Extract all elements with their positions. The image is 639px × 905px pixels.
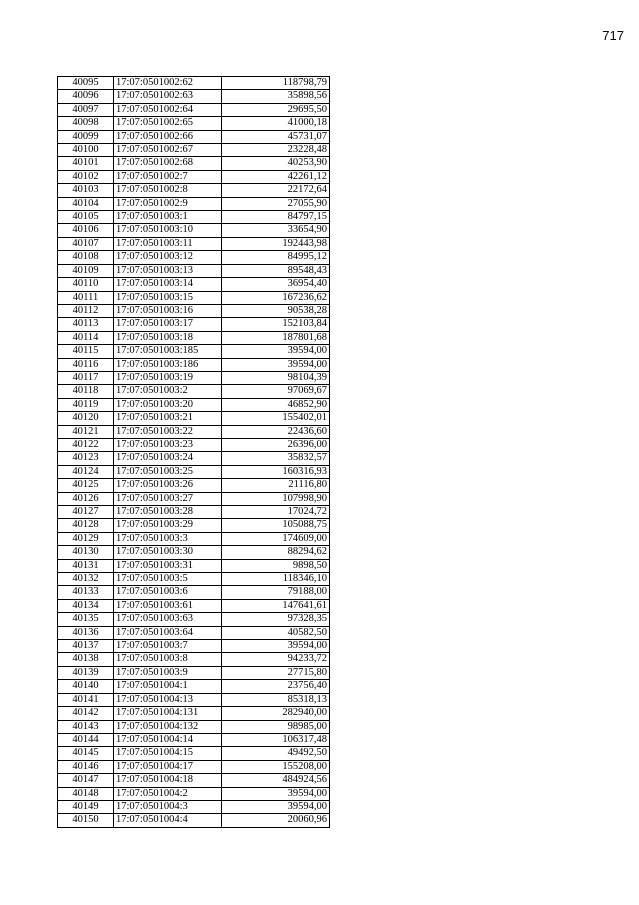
row-index-cell: 40118 xyxy=(58,385,114,398)
row-index-cell: 40101 xyxy=(58,157,114,170)
table-row xyxy=(58,680,330,693)
row-index-cell: 40113 xyxy=(58,318,114,331)
row-index-cell: 40141 xyxy=(58,693,114,706)
table-row xyxy=(58,278,330,291)
row-index-cell: 40107 xyxy=(58,237,114,250)
cadastral-number-cell: 17:07:0501004:2 xyxy=(114,787,222,800)
row-index-cell: 40131 xyxy=(58,559,114,572)
value-cell: 88294,62 xyxy=(222,546,330,559)
value-cell: 22436,60 xyxy=(222,425,330,438)
cadastral-number-cell: 17:07:0501003:27 xyxy=(114,492,222,505)
row-index-cell: 40150 xyxy=(58,814,114,827)
cadastral-number-cell: 17:07:0501004:4 xyxy=(114,814,222,827)
cadastral-number-cell: 17:07:0501003:9 xyxy=(114,666,222,679)
cadastral-number-cell: 17:07:0501003:8 xyxy=(114,653,222,666)
value-cell: 40582,50 xyxy=(222,626,330,639)
table-row xyxy=(58,774,330,787)
cadastral-number-cell: 17:07:0501004:15 xyxy=(114,747,222,760)
row-index-cell: 40125 xyxy=(58,479,114,492)
row-index-cell: 40126 xyxy=(58,492,114,505)
row-index-cell: 40097 xyxy=(58,103,114,116)
cadastral-number-cell: 17:07:0501003:30 xyxy=(114,546,222,559)
table-row xyxy=(58,291,330,304)
value-cell: 20060,96 xyxy=(222,814,330,827)
value-cell: 155208,00 xyxy=(222,760,330,773)
table-row xyxy=(58,707,330,720)
table-row xyxy=(58,573,330,586)
row-index-cell: 40136 xyxy=(58,626,114,639)
table-row xyxy=(58,666,330,679)
table-row xyxy=(58,237,330,250)
cadastral-number-cell: 17:07:0501003:15 xyxy=(114,291,222,304)
cadastral-table xyxy=(57,76,330,828)
cadastral-number-cell: 17:07:0501004:131 xyxy=(114,707,222,720)
row-index-cell: 40095 xyxy=(58,77,114,90)
table-row xyxy=(58,814,330,827)
value-cell: 155402,01 xyxy=(222,412,330,425)
row-index-cell: 40123 xyxy=(58,452,114,465)
table-row xyxy=(58,197,330,210)
cadastral-number-cell: 17:07:0501003:6 xyxy=(114,586,222,599)
table-row xyxy=(58,506,330,519)
row-index-cell: 40108 xyxy=(58,251,114,264)
value-cell: 39594,00 xyxy=(222,640,330,653)
table-row xyxy=(58,653,330,666)
row-index-cell: 40096 xyxy=(58,90,114,103)
value-cell: 484924,56 xyxy=(222,774,330,787)
value-cell: 39594,00 xyxy=(222,345,330,358)
table-row xyxy=(58,331,330,344)
row-index-cell: 40149 xyxy=(58,800,114,813)
row-index-cell: 40111 xyxy=(58,291,114,304)
row-index-cell: 40120 xyxy=(58,412,114,425)
table-row xyxy=(58,130,330,143)
row-index-cell: 40143 xyxy=(58,720,114,733)
value-cell: 36954,40 xyxy=(222,278,330,291)
cadastral-number-cell: 17:07:0501003:25 xyxy=(114,465,222,478)
cadastral-number-cell: 17:07:0501003:3 xyxy=(114,532,222,545)
cadastral-number-cell: 17:07:0501003:12 xyxy=(114,251,222,264)
value-cell: 160316,93 xyxy=(222,465,330,478)
value-cell: 187801,68 xyxy=(222,331,330,344)
row-index-cell: 40109 xyxy=(58,264,114,277)
cadastral-number-cell: 17:07:0501003:28 xyxy=(114,506,222,519)
row-index-cell: 40147 xyxy=(58,774,114,787)
table-row xyxy=(58,800,330,813)
cadastral-number-cell: 17:07:0501004:1 xyxy=(114,680,222,693)
value-cell: 49492,50 xyxy=(222,747,330,760)
table-row xyxy=(58,184,330,197)
cadastral-number-cell: 17:07:0501003:5 xyxy=(114,573,222,586)
cadastral-number-cell: 17:07:0501003:61 xyxy=(114,599,222,612)
table-row xyxy=(58,626,330,639)
value-cell: 94233,72 xyxy=(222,653,330,666)
table-row xyxy=(58,438,330,451)
table-row xyxy=(58,733,330,746)
cadastral-number-cell: 17:07:0501002:65 xyxy=(114,117,222,130)
value-cell: 90538,28 xyxy=(222,304,330,317)
cadastral-number-cell: 17:07:0501003:23 xyxy=(114,438,222,451)
value-cell: 84995,12 xyxy=(222,251,330,264)
row-index-cell: 40129 xyxy=(58,532,114,545)
row-index-cell: 40114 xyxy=(58,331,114,344)
value-cell: 152103,84 xyxy=(222,318,330,331)
table-row xyxy=(58,452,330,465)
cadastral-number-cell: 17:07:0501003:11 xyxy=(114,237,222,250)
table-row xyxy=(58,586,330,599)
value-cell: 42261,12 xyxy=(222,170,330,183)
table-row xyxy=(58,304,330,317)
row-index-cell: 40128 xyxy=(58,519,114,532)
row-index-cell: 40119 xyxy=(58,398,114,411)
table-row xyxy=(58,640,330,653)
row-index-cell: 40139 xyxy=(58,666,114,679)
value-cell: 84797,15 xyxy=(222,211,330,224)
value-cell: 29695,50 xyxy=(222,103,330,116)
value-cell: 89548,43 xyxy=(222,264,330,277)
cadastral-number-cell: 17:07:0501003:16 xyxy=(114,304,222,317)
cadastral-number-cell: 17:07:0501004:14 xyxy=(114,733,222,746)
value-cell: 147641,61 xyxy=(222,599,330,612)
value-cell: 39594,00 xyxy=(222,787,330,800)
value-cell: 105088,75 xyxy=(222,519,330,532)
cadastral-number-cell: 17:07:0501003:22 xyxy=(114,425,222,438)
cadastral-number-cell: 17:07:0501002:62 xyxy=(114,77,222,90)
cadastral-number-cell: 17:07:0501004:13 xyxy=(114,693,222,706)
table-row xyxy=(58,492,330,505)
table-row xyxy=(58,77,330,90)
cadastral-number-cell: 17:07:0501003:26 xyxy=(114,479,222,492)
row-index-cell: 40100 xyxy=(58,144,114,157)
row-index-cell: 40105 xyxy=(58,211,114,224)
value-cell: 21116,80 xyxy=(222,479,330,492)
cadastral-number-cell: 17:07:0501002:7 xyxy=(114,170,222,183)
row-index-cell: 40135 xyxy=(58,613,114,626)
value-cell: 23756,40 xyxy=(222,680,330,693)
row-index-cell: 40102 xyxy=(58,170,114,183)
cadastral-number-cell: 17:07:0501004:132 xyxy=(114,720,222,733)
cadastral-number-cell: 17:07:0501003:63 xyxy=(114,613,222,626)
value-cell: 46852,90 xyxy=(222,398,330,411)
table-row xyxy=(58,546,330,559)
table-row xyxy=(58,465,330,478)
row-index-cell: 40146 xyxy=(58,760,114,773)
table-row xyxy=(58,157,330,170)
table-row xyxy=(58,385,330,398)
table-row xyxy=(58,532,330,545)
row-index-cell: 40104 xyxy=(58,197,114,210)
value-cell: 79188,00 xyxy=(222,586,330,599)
table-row xyxy=(58,412,330,425)
cadastral-number-cell: 17:07:0501003:2 xyxy=(114,385,222,398)
row-index-cell: 40145 xyxy=(58,747,114,760)
table-row xyxy=(58,211,330,224)
table-row xyxy=(58,90,330,103)
table-row xyxy=(58,224,330,237)
table-row xyxy=(58,264,330,277)
row-index-cell: 40130 xyxy=(58,546,114,559)
value-cell: 97069,67 xyxy=(222,385,330,398)
row-index-cell: 40137 xyxy=(58,640,114,653)
value-cell: 26396,00 xyxy=(222,438,330,451)
row-index-cell: 40127 xyxy=(58,506,114,519)
cadastral-number-cell: 17:07:0501003:24 xyxy=(114,452,222,465)
value-cell: 27055,90 xyxy=(222,197,330,210)
row-index-cell: 40132 xyxy=(58,573,114,586)
row-index-cell: 40142 xyxy=(58,707,114,720)
cadastral-number-cell: 17:07:0501003:20 xyxy=(114,398,222,411)
table-row xyxy=(58,599,330,612)
cadastral-number-cell: 17:07:0501002:63 xyxy=(114,90,222,103)
row-index-cell: 40138 xyxy=(58,653,114,666)
value-cell: 22172,64 xyxy=(222,184,330,197)
table-row xyxy=(58,693,330,706)
cadastral-number-cell: 17:07:0501003:31 xyxy=(114,559,222,572)
row-index-cell: 40112 xyxy=(58,304,114,317)
table-row xyxy=(58,371,330,384)
value-cell: 97328,35 xyxy=(222,613,330,626)
table-row xyxy=(58,559,330,572)
value-cell: 27715,80 xyxy=(222,666,330,679)
cadastral-number-cell: 17:07:0501003:10 xyxy=(114,224,222,237)
table-row xyxy=(58,747,330,760)
cadastral-number-cell: 17:07:0501003:17 xyxy=(114,318,222,331)
cadastral-number-cell: 17:07:0501003:7 xyxy=(114,640,222,653)
value-cell: 98985,00 xyxy=(222,720,330,733)
row-index-cell: 40117 xyxy=(58,371,114,384)
cadastral-number-cell: 17:07:0501002:66 xyxy=(114,130,222,143)
cadastral-number-cell: 17:07:0501003:14 xyxy=(114,278,222,291)
value-cell: 192443,98 xyxy=(222,237,330,250)
cadastral-number-cell: 17:07:0501002:64 xyxy=(114,103,222,116)
row-index-cell: 40099 xyxy=(58,130,114,143)
value-cell: 167236,62 xyxy=(222,291,330,304)
row-index-cell: 40134 xyxy=(58,599,114,612)
row-index-cell: 40106 xyxy=(58,224,114,237)
cadastral-number-cell: 17:07:0501003:29 xyxy=(114,519,222,532)
cadastral-number-cell: 17:07:0501004:18 xyxy=(114,774,222,787)
table-row xyxy=(58,720,330,733)
table-row xyxy=(58,787,330,800)
table-row xyxy=(58,345,330,358)
cadastral-number-cell: 17:07:0501003:13 xyxy=(114,264,222,277)
value-cell: 118798,79 xyxy=(222,77,330,90)
value-cell: 23228,48 xyxy=(222,144,330,157)
table-row xyxy=(58,251,330,264)
table-row xyxy=(58,519,330,532)
value-cell: 106317,48 xyxy=(222,733,330,746)
cadastral-number-cell: 17:07:0501003:186 xyxy=(114,358,222,371)
value-cell: 98104,39 xyxy=(222,371,330,384)
value-cell: 107998,90 xyxy=(222,492,330,505)
cadastral-number-cell: 17:07:0501003:21 xyxy=(114,412,222,425)
value-cell: 40253,90 xyxy=(222,157,330,170)
cadastral-number-cell: 17:07:0501003:185 xyxy=(114,345,222,358)
cadastral-number-cell: 17:07:0501002:9 xyxy=(114,197,222,210)
cadastral-number-cell: 17:07:0501004:3 xyxy=(114,800,222,813)
cadastral-number-cell: 17:07:0501003:64 xyxy=(114,626,222,639)
row-index-cell: 40116 xyxy=(58,358,114,371)
row-index-cell: 40148 xyxy=(58,787,114,800)
value-cell: 85318,13 xyxy=(222,693,330,706)
table-row xyxy=(58,398,330,411)
row-index-cell: 40140 xyxy=(58,680,114,693)
table-row xyxy=(58,358,330,371)
cadastral-number-cell: 17:07:0501002:67 xyxy=(114,144,222,157)
value-cell: 39594,00 xyxy=(222,358,330,371)
table-row xyxy=(58,760,330,773)
value-cell: 174609,00 xyxy=(222,532,330,545)
value-cell: 41000,18 xyxy=(222,117,330,130)
table-row xyxy=(58,103,330,116)
cadastral-number-cell: 17:07:0501004:17 xyxy=(114,760,222,773)
cadastral-number-cell: 17:07:0501002:8 xyxy=(114,184,222,197)
table-row xyxy=(58,613,330,626)
value-cell: 35898,56 xyxy=(222,90,330,103)
value-cell: 118346,10 xyxy=(222,573,330,586)
value-cell: 9898,50 xyxy=(222,559,330,572)
value-cell: 17024,72 xyxy=(222,506,330,519)
cadastral-table-body xyxy=(58,77,330,828)
page-number: 717 xyxy=(602,28,624,43)
row-index-cell: 40122 xyxy=(58,438,114,451)
value-cell: 39594,00 xyxy=(222,800,330,813)
table-row xyxy=(58,170,330,183)
table-row xyxy=(58,318,330,331)
table-row xyxy=(58,144,330,157)
table-row xyxy=(58,425,330,438)
table-row xyxy=(58,479,330,492)
row-index-cell: 40098 xyxy=(58,117,114,130)
cadastral-number-cell: 17:07:0501003:1 xyxy=(114,211,222,224)
cadastral-number-cell: 17:07:0501002:68 xyxy=(114,157,222,170)
row-index-cell: 40121 xyxy=(58,425,114,438)
row-index-cell: 40124 xyxy=(58,465,114,478)
table-row xyxy=(58,117,330,130)
row-index-cell: 40110 xyxy=(58,278,114,291)
value-cell: 35832,57 xyxy=(222,452,330,465)
cadastral-number-cell: 17:07:0501003:18 xyxy=(114,331,222,344)
row-index-cell: 40144 xyxy=(58,733,114,746)
row-index-cell: 40103 xyxy=(58,184,114,197)
value-cell: 282940,00 xyxy=(222,707,330,720)
value-cell: 45731,07 xyxy=(222,130,330,143)
value-cell: 33654,90 xyxy=(222,224,330,237)
cadastral-number-cell: 17:07:0501003:19 xyxy=(114,371,222,384)
row-index-cell: 40133 xyxy=(58,586,114,599)
row-index-cell: 40115 xyxy=(58,345,114,358)
